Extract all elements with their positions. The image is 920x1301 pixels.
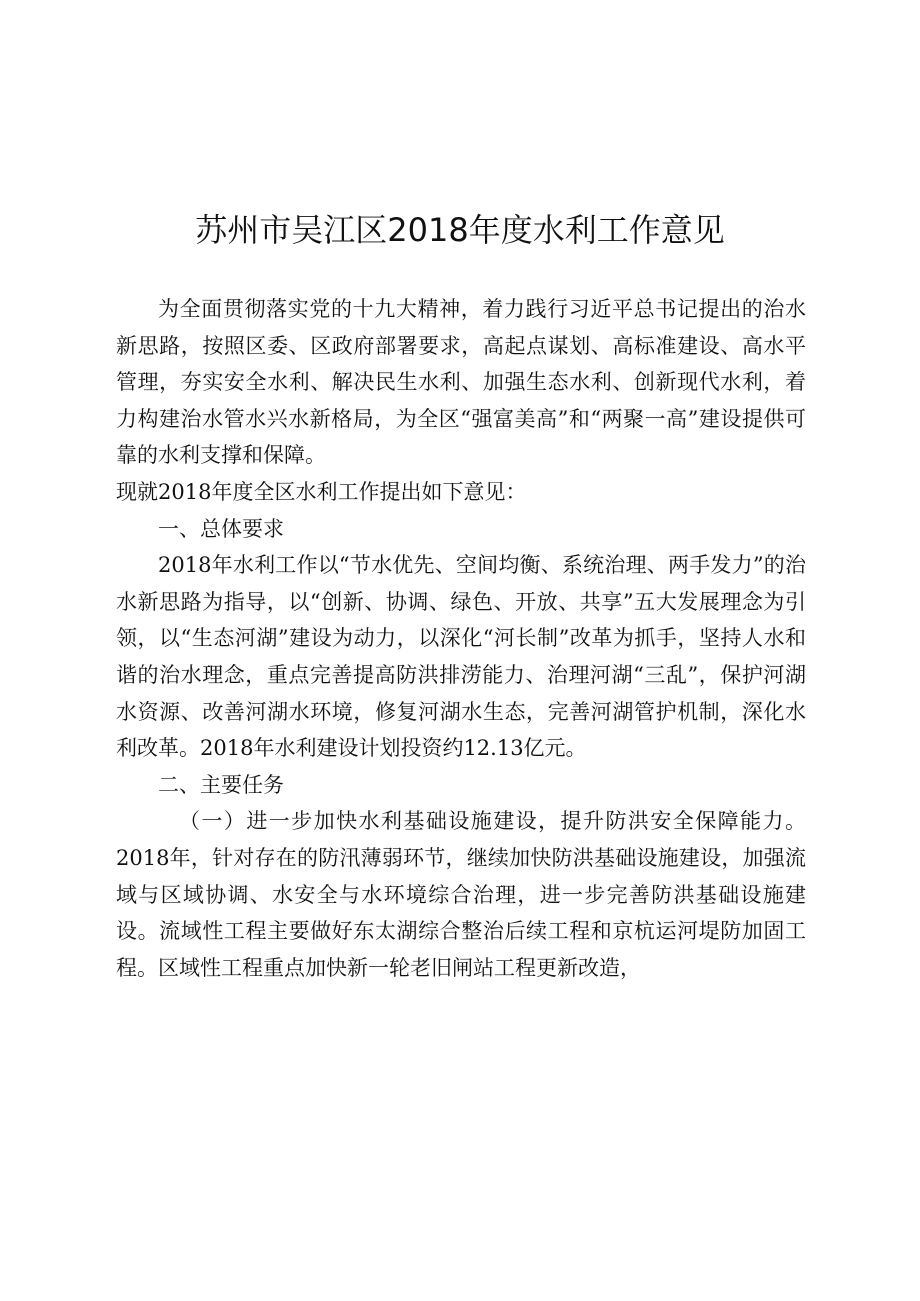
section-heading-general-requirements: 一、总体要求 [158,516,284,541]
intro-paragraph: 为全面贯彻落实党的十九大精神，着力践行习近平总书记提出的治水新思路，按照区委、区政府部署要求，高起点谋划、高标准建设、高水平管理，夯实安全水利、解决民生水利、加强生态水利、创新现代水利，着力构建治水管水兴水新格局，为全区“强富美高”和“两聚一高”建设提供可靠的水利支撑和保障。 [116,297,806,468]
document-title: 苏州市吴江区2018年度水利工作意见 [195,211,725,249]
lead-in-paragraph: 现就2018年度全区水利工作提出如下意见： [116,479,527,504]
section-heading-main-tasks: 二、主要任务 [158,772,284,797]
main-task-1-paragraph: （一）进一步加快水利基础设施建设，提升防洪安全保障能力。2018年，针对存在的防汛薄弱环节，继续加快防洪基础设施建设，加强流域与区域协调、水安全与水环境综合治理，进一步完善防洪基础设施建设。流域性工程主要做好东太湖综合整治后续工程和京杭运河堤防加固工程。区域性工程重点加快新一轮老旧闸站工程更新改造， [116,809,806,980]
general-requirements-paragraph: 2018年水利工作以“节水优先、空间均衡、系统治理、两手发力”的治水新思路为指导，以“创新、协调、绿色、开放、共享”五大发展理念为引领，以“生态河湖”建设为动力，以深化“河长制”改革为抓手，坚持人水和谐的治水理念，重点完善提高防洪排涝能力、治理河湖“三乱”，保护河湖水资源、改善河湖水环境，修复河湖水生态，完善河湖管护机制，深化水利改革。2018年水利建设计划投资约12.13亿元。 [116,553,806,761]
document-body [116,291,806,986]
